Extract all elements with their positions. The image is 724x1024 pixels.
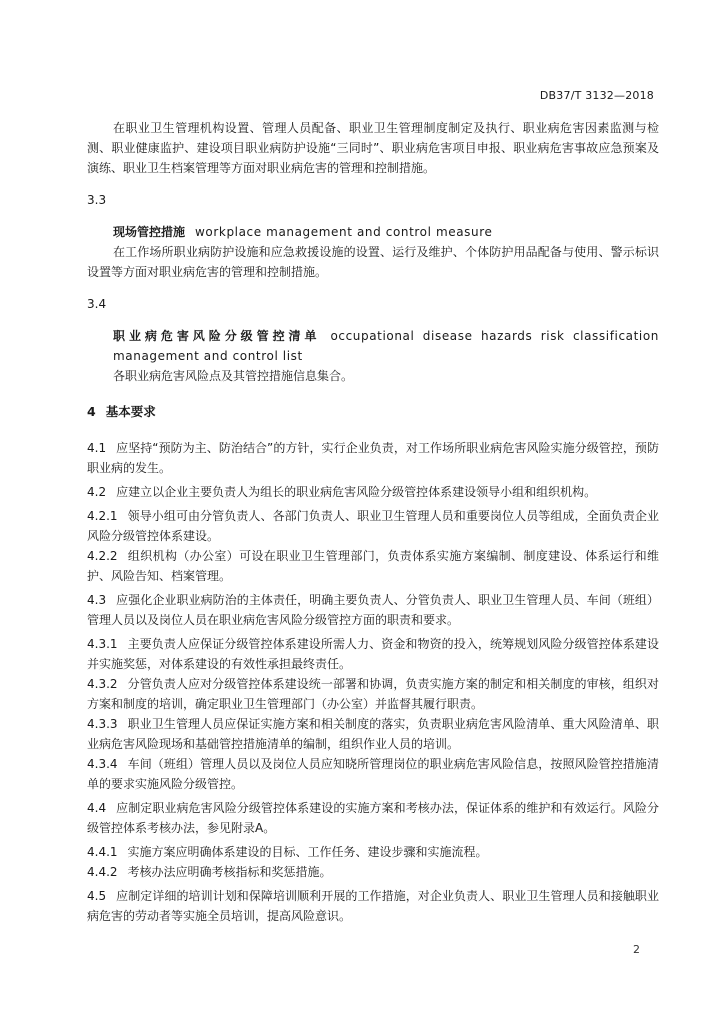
term-title-en: workplace management and control measure (195, 225, 493, 239)
clause-text: 应坚持“预防为主、防治结合”的方针，实行企业负责，对工作场所职业病危害风险实施分级管控，预防职业病的发生。 (87, 441, 659, 475)
clause (87, 862, 659, 882)
intro-paragraph: 在职业卫生管理机构设置、管理人员配备、职业卫生管理制度制定及执行、职业病危害因素监测与检测、职业健康监护、建设项目职业病防护设施“三同时”、职业病危害项目申报、职业病危害事故应急预案及演练、职业卫生档案管理等方面对职业病危害的管理和控制措施。 (87, 121, 659, 175)
standard-code: DB37/T 3132—2018 (539, 89, 654, 102)
clause-number: 4.3 (87, 593, 107, 607)
clause-text: 实施方案应明确体系建设的目标、工作任务、建设步骤和实施流程。 (127, 845, 488, 859)
section-heading (87, 402, 659, 422)
clause-number: 4.2.2 (87, 549, 118, 563)
clause-text: 应制定详细的培训计划和保障培训顺利开展的工作措施，对企业负责人、职业卫生管理人员和接触职业病危害的劳动者等实施全员培训，提高风险意识。 (87, 889, 659, 923)
clause-text: 车间（班组）管理人员以及岗位人员应知晓所管理岗位的职业病危害风险信息，按照风险管控措施清单的要求实施风险分级管控。 (87, 757, 659, 791)
clause-number: 4.3.2 (87, 677, 118, 691)
clause-text: 应建立以企业主要负责人为组长的职业病危害风险分级管控体系建设领导小组和组织机构。 (116, 485, 597, 499)
clause (87, 674, 659, 714)
term-definition: 各职业病危害风险点及其管控措施信息集合。 (113, 369, 354, 383)
clause-text: 分管负责人应对分级管控体系建设统一部署和协调，负责实施方案的制定和相关制度的审核，组织对方案和制度的培训，确定职业卫生管理部门（办公室）并监督其履行职责。 (87, 677, 659, 711)
clause-number: 4.1 (87, 441, 107, 455)
term-title-en: occupational disease hazards risk classification management and control list (113, 329, 659, 363)
term-title-cn: 现场管控措施 (113, 225, 186, 239)
clause (87, 714, 659, 754)
clause (87, 886, 659, 926)
clause-number: 4.2 (87, 485, 107, 499)
clause-number: 4.3.3 (87, 717, 118, 731)
clause-number: 4.5 (87, 889, 107, 903)
section-title: 基本要求 (105, 404, 156, 419)
clause-number: 4.2.1 (87, 509, 118, 523)
clause (87, 482, 659, 502)
clause-number: 4.4.2 (87, 865, 118, 879)
clause-text: 职业卫生管理人员应保证实施方案和相关制度的落实，负责职业病危害风险清单、重大风险清单、职业病危害风险现场和基础管控措施清单的编制，组织作业人员的培训。 (87, 717, 659, 751)
clause-number: 4.4 (87, 801, 107, 815)
clause-text: 领导小组可由分管负责人、各部门负责人、职业卫生管理人员和重要岗位人员等组成，全面负责企业风险分级管控体系建设。 (87, 509, 659, 543)
clause-text: 考核办法应明确考核指标和奖惩措施。 (127, 865, 332, 879)
document-body (87, 118, 659, 926)
clause-text: 组织机构（办公室）可设在职业卫生管理部门，负责体系实施方案编制、制度建设、体系运行和维护、风险告知、档案管理。 (87, 549, 659, 583)
term-definition: 在工作场所职业病防护设施和应急救援设施的设置、运行及维护、个体防护用品配备与使用、警示标识设置等方面对职业病危害的管理和控制措施。 (87, 245, 659, 279)
clause-text: 应强化企业职业病防治的主体责任，明确主要负责人、分管负责人、职业卫生管理人员、车间（班组）管理人员以及岗位人员在职业病危害风险分级管控方面的职责和要求。 (87, 593, 659, 627)
clause (87, 798, 659, 838)
clause (87, 842, 659, 862)
clause-text: 主要负责人应保证分级管控体系建设所需人力、资金和物资的投入，统筹规划风险分级管控体系建设并实施奖惩，对体系建设的有效性承担最终责任。 (87, 637, 659, 671)
clause-number: 4.3.1 (87, 637, 118, 651)
clause (87, 754, 659, 794)
section-number: 4 (87, 404, 96, 419)
clause-number: 4.4.1 (87, 845, 118, 859)
clause (87, 546, 659, 586)
clause-text: 应制定职业病危害风险分级管控体系建设的实施方案和考核办法，保证体系的维护和有效运行。风险分级管控体系考核办法，参见附录A。 (87, 801, 659, 835)
term-title-cn: 职业病危害风险分级管控清单 (113, 329, 321, 343)
clause (87, 590, 659, 630)
clause (87, 438, 659, 478)
term-heading (87, 326, 659, 366)
term-heading (87, 222, 659, 242)
clause (87, 634, 659, 674)
term-number: 3.3 (87, 193, 107, 207)
clause-number: 4.3.4 (87, 757, 118, 771)
clause (87, 506, 659, 546)
page-number: 2 (633, 943, 640, 956)
term-number: 3.4 (87, 297, 107, 311)
